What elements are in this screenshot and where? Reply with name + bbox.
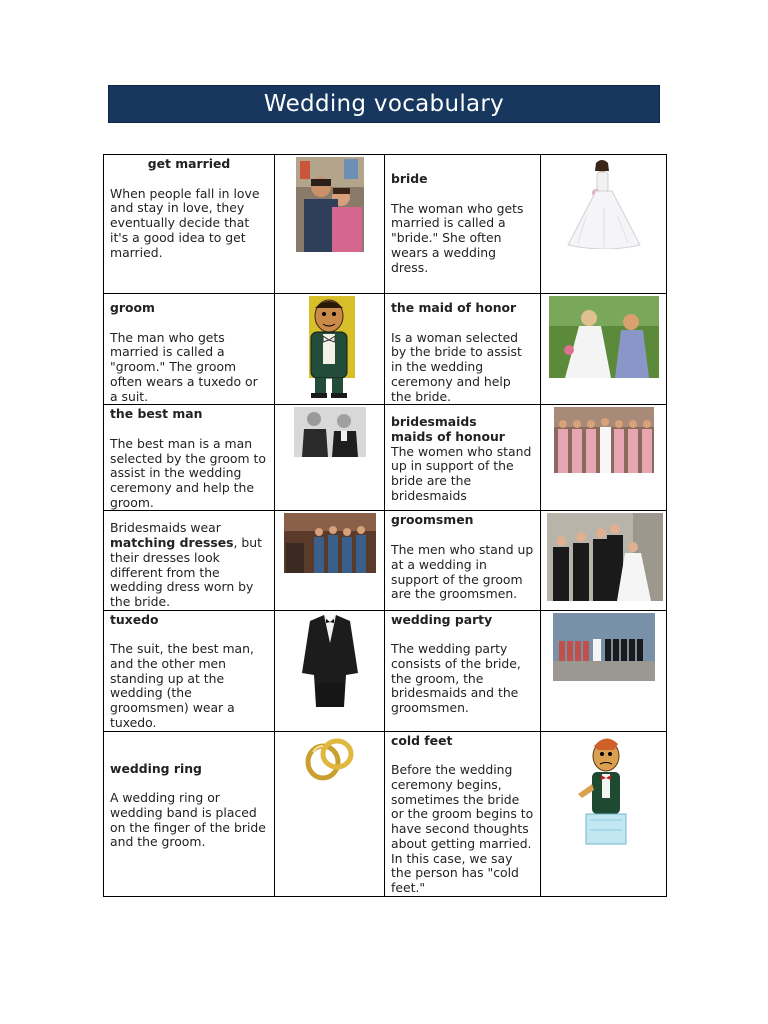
cell-tuxedo <box>104 610 275 731</box>
term-get-married: get married <box>147 156 231 171</box>
picture-maid-of-honor <box>541 294 667 405</box>
definition-cold-feet: Before the wedding ceremony begins, sometimes the bride or the groom begins to have second thoughts about getting married. In this case, we say the person has "cold feet." <box>391 762 534 895</box>
bride-photo <box>566 157 642 249</box>
picture-bridesmaids <box>541 405 667 511</box>
term-wedding-ring: wedding ring <box>110 760 202 776</box>
best-man-photo <box>294 407 366 457</box>
definition-wedding-party: The wedding party consists of the bride, the groom, the bridesmaids and the groomsmen. <box>391 641 521 716</box>
picture-best-man <box>275 405 385 511</box>
term-wedding-party: wedding party <box>391 611 493 627</box>
table-row <box>104 294 667 405</box>
cell-bride <box>385 155 541 294</box>
wedding-rings-image <box>303 734 357 782</box>
table-row <box>104 155 667 294</box>
cell-groom <box>104 294 275 405</box>
picture-wedding-party <box>541 610 667 731</box>
picture-wedding-ring <box>275 731 385 896</box>
definition-best-man: The best man is a man selected by the groom to assist in the wedding ceremony and help the groom. <box>110 435 266 510</box>
emphasis-matching-dresses: matching dresses <box>110 535 234 551</box>
cell-bridesmaids <box>385 405 541 511</box>
term-bridesmaids: bridesmaids <box>391 414 477 430</box>
vocabulary-table <box>103 154 667 897</box>
maid-of-honor-photo <box>549 296 659 378</box>
cell-cold-feet <box>385 731 541 896</box>
cell-wedding-ring <box>104 731 275 896</box>
wedding-party-photo <box>553 613 655 681</box>
cell-best-man <box>104 405 275 511</box>
picture-cold-feet <box>541 731 667 896</box>
picture-couple <box>275 155 385 294</box>
definition-groomsmen: The men who stand up at a wedding in support of the groom are the groomsmen. <box>391 542 534 602</box>
bridesmaids-photo <box>554 407 654 473</box>
term-cold-feet: cold feet <box>391 732 453 748</box>
term-groom: groom <box>110 300 155 315</box>
table-row <box>104 731 667 896</box>
definition-maid-of-honor: Is a woman selected by the bride to assist in the wedding ceremony and help the bride. <box>391 329 522 404</box>
picture-groomsmen <box>541 511 667 610</box>
table-row <box>104 511 667 610</box>
term-groomsmen: groomsmen <box>391 512 474 528</box>
cell-maid-of-honor <box>385 294 541 405</box>
term-maid-of-honor: the maid of honor <box>391 300 517 315</box>
term-bride: bride <box>391 171 428 186</box>
groom-cartoon <box>301 296 359 398</box>
definition-groom: The man who gets married is called a "groom." The groom often wears a tuxedo or a suit. <box>110 329 258 404</box>
picture-matching-dresses <box>275 511 385 610</box>
term-maids-of-honour: maids of honour <box>391 428 505 444</box>
page-title: Wedding vocabulary <box>108 85 660 123</box>
definition-bridesmaids: The women who stand up in support of the bride are the bridesmaids <box>391 443 532 503</box>
matching-dresses-photo <box>284 513 376 573</box>
tuxedo-photo <box>300 613 360 707</box>
definition-wedding-ring: A wedding ring or wedding band is placed on the finger of the bride and the groom. <box>110 790 266 850</box>
picture-groom <box>275 294 385 405</box>
table-row <box>104 405 667 511</box>
term-tuxedo: tuxedo <box>110 611 159 627</box>
cell-get-married <box>104 155 275 294</box>
definition-matching-dresses: Bridesmaids wear matching dresses, but their dresses look different from the wedding dress worn by the bride. <box>110 520 262 609</box>
picture-bride <box>541 155 667 294</box>
table-row <box>104 610 667 731</box>
groomsmen-photo <box>547 513 663 601</box>
definition-bride: The woman who gets married is called a "bride." She often wears a wedding dress. <box>391 200 524 275</box>
cell-matching-dresses <box>104 511 275 610</box>
definition-tuxedo: The suit, the best man, and the other men standing up at the wedding (the groomsmen) wear a tuxedo. <box>110 641 254 730</box>
definition-get-married: When people fall in love and stay in love, they eventually decide that it's a good idea to get married. <box>110 185 260 260</box>
cold-feet-cartoon <box>572 734 636 846</box>
couple-photo <box>296 157 364 252</box>
term-best-man: the best man <box>110 406 203 422</box>
cell-wedding-party <box>385 610 541 731</box>
cell-groomsmen <box>385 511 541 610</box>
picture-tuxedo <box>275 610 385 731</box>
